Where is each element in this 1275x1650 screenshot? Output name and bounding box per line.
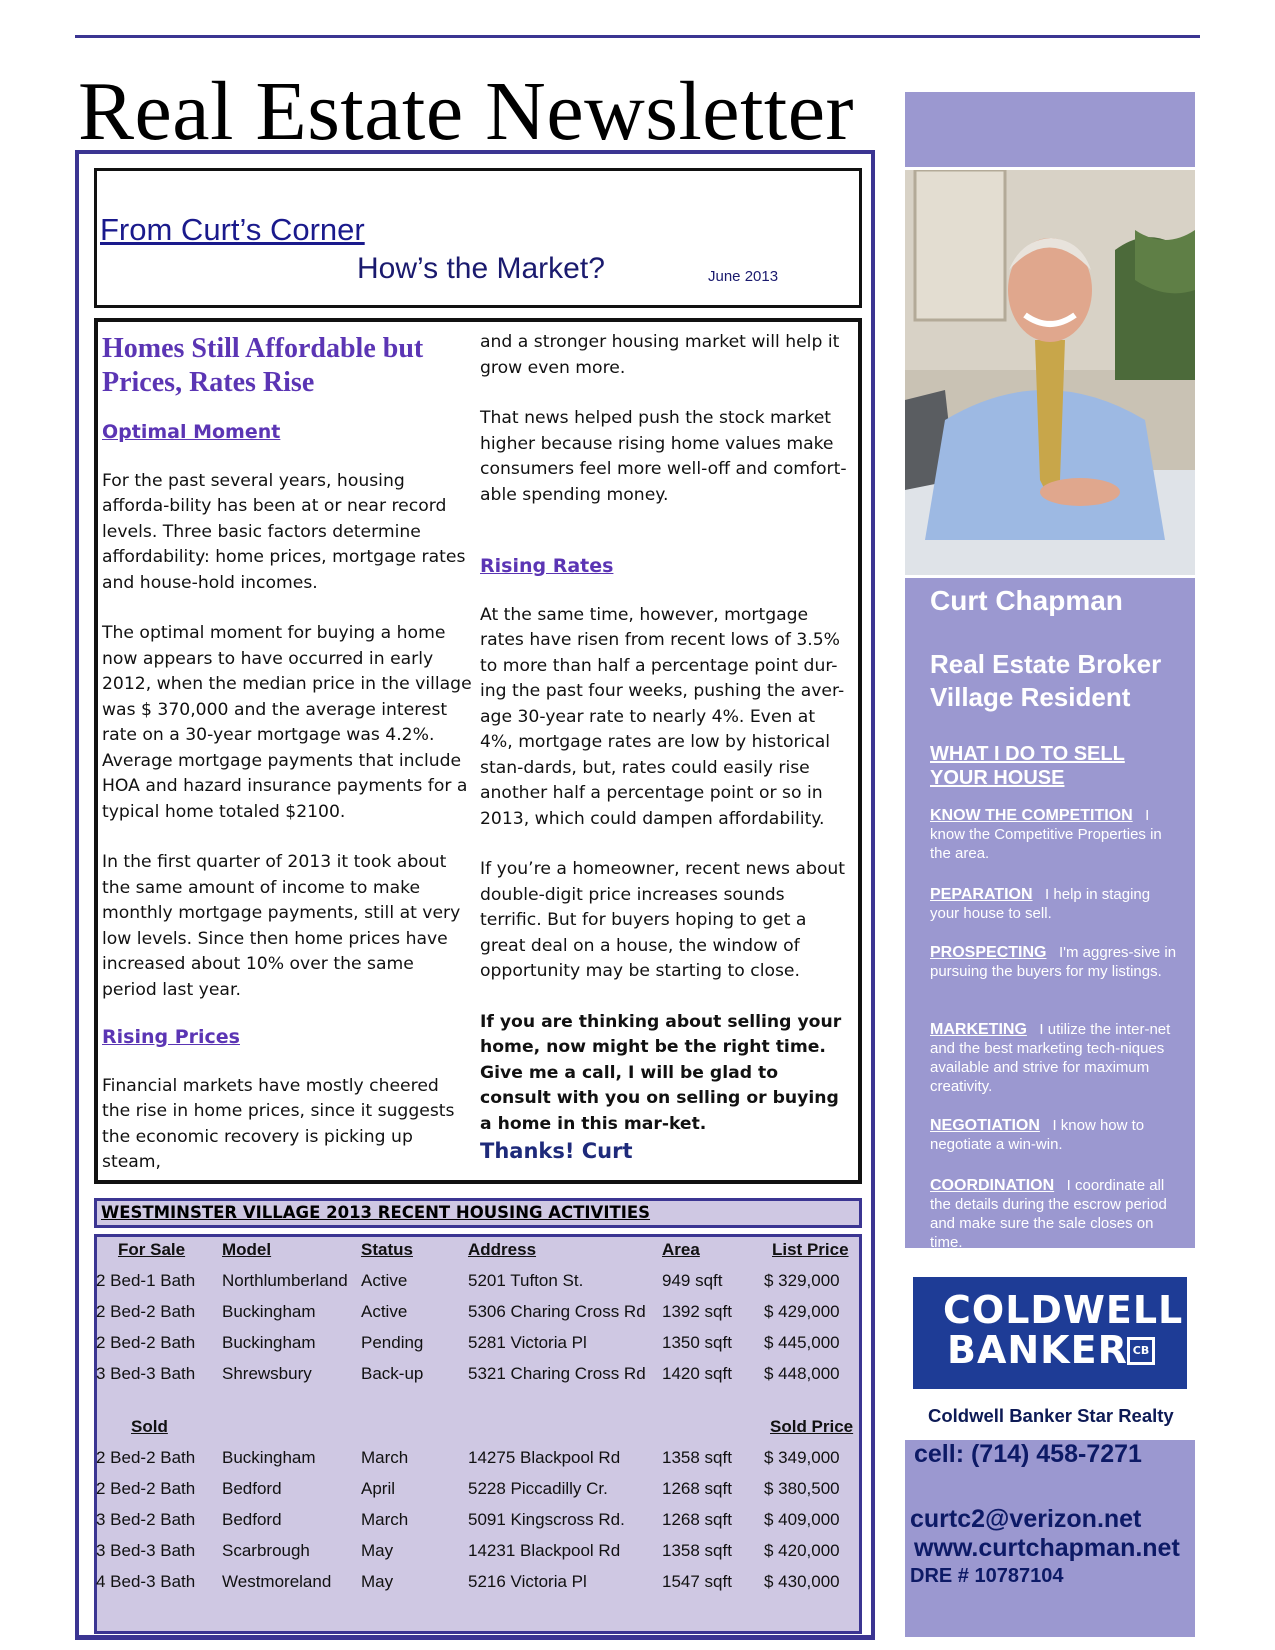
cell-area: 1547 sqft (662, 1572, 732, 1591)
service-text: I utilize the inter-net and the best marketing tech-niques available and strive for maximum creativity. (930, 1021, 1171, 1095)
cell-model: Buckingham (222, 1333, 316, 1352)
cell-status: Active (361, 1271, 408, 1290)
service-text: I know the Competitive Properties in the area. (930, 807, 1162, 862)
cell-price: $ 445,000 (764, 1333, 840, 1352)
service-label: PROSPECTING (930, 944, 1047, 961)
agent-photo (905, 170, 1195, 575)
service-label: COORDINATION (930, 1177, 1055, 1194)
subheading-optimal-moment: Optimal Moment (102, 421, 281, 443)
housing-table-title-bar (94, 1198, 862, 1228)
cell-status: May (361, 1572, 394, 1591)
cell-status: March (361, 1510, 409, 1529)
cell-status: Back-up (361, 1364, 424, 1383)
cell-bedrooms: 3 Bed-2 Bath (96, 1510, 196, 1529)
masthead-title: Real Estate Newsletter (78, 65, 855, 158)
cell-price: $ 409,000 (764, 1510, 840, 1529)
cell-bedrooms: 2 Bed-2 Bath (96, 1302, 196, 1321)
office-name: Coldwell Banker Star Realty (928, 1405, 1174, 1426)
column-header: List Price (772, 1240, 849, 1259)
market-title: How’s the Market? (357, 252, 605, 285)
paragraph: and a stronger housing market will help it grow even more. (480, 332, 840, 378)
column-header: Area (662, 1240, 700, 1259)
cell-model: Shrewsbury (222, 1364, 312, 1383)
paragraph: In the first quarter of 2013 it took about the same amount of income to make monthly mortgage payments, still at very low levels. Since then home prices have increased about 10% over the same period last year. (102, 852, 461, 1000)
cell-area: 1268 sqft (662, 1479, 732, 1498)
cell-status: March (361, 1448, 409, 1467)
cell-address: 5091 Kingscross Rd. (468, 1510, 625, 1529)
coldwell-banker-logo (913, 1277, 1187, 1389)
cell-model: Bedford (222, 1479, 282, 1498)
agent-title (930, 648, 1190, 714)
column-header: Status (361, 1240, 413, 1259)
cell-model: Bedford (222, 1510, 282, 1529)
email: curtc2@verizon.net (910, 1505, 1142, 1533)
cell-price: $ 448,000 (764, 1364, 840, 1383)
cell-status: Pending (361, 1333, 424, 1352)
cell-status: April (361, 1479, 396, 1498)
cell-model: Northlumberland (222, 1271, 348, 1290)
column-header: For Sale (118, 1240, 186, 1259)
signoff: Thanks! Curt (480, 1139, 633, 1163)
cell-area: 1392 sqft (662, 1302, 732, 1321)
issue-date: June 2013 (708, 268, 779, 285)
cell-address: 14231 Blackpool Rd (468, 1541, 621, 1560)
column-header: Address (468, 1240, 537, 1259)
paragraph: The optimal moment for buying a home now appears to have occurred in early 2012, when the median price in the village was $ 370,000 and the average interest rate on a 30-year mortgage was 4.2%. Average mortgage payments that include HOA and hazard insurance payments for a typical home totaled $2100. (102, 623, 472, 822)
cell-address: 5281 Victoria Pl (468, 1333, 587, 1352)
cell-address: 5228 Piccadilly Cr. (468, 1479, 608, 1498)
article-right-column (480, 330, 850, 1165)
service-text: I know how to negotiate a win-win. (930, 1117, 1145, 1153)
housing-table-title: WESTMINSTER VILLAGE 2013 RECENT HOUSING ACTIVITIES (101, 1203, 651, 1222)
service-label: PEPARATION (930, 886, 1033, 903)
corner-title: From Curt’s Corner (100, 212, 365, 247)
cell-bedrooms: 2 Bed-2 Bath (96, 1479, 196, 1498)
cell-model: Buckingham (222, 1302, 316, 1321)
cell-status: May (361, 1541, 394, 1560)
cell-model: Buckingham (222, 1448, 316, 1467)
sell-heading: WHAT I DO TO SELL YOUR HOUSE (930, 743, 1125, 789)
logo-wordmark-line: COLDWELL (943, 1288, 1184, 1332)
service-label: MARKETING (930, 1021, 1027, 1038)
sidebar-top-band (905, 92, 1195, 167)
column-header: Sold (131, 1417, 168, 1436)
paragraph: Financial markets have mostly cheered the rise in home prices, since it suggests the economic recovery is picking up steam, (102, 1075, 455, 1172)
column-header: Sold Price (770, 1417, 854, 1436)
cell-address: 5201 Tufton St. (468, 1271, 584, 1290)
service-label: NEGOTIATION (930, 1117, 1040, 1134)
agent-title-line: Village Resident (930, 682, 1131, 712)
service-item (930, 943, 1180, 981)
agent-title-line: Real Estate Broker (930, 649, 1162, 679)
paragraph: For the past several years, housing afforda-bility has been at or near record levels. Three basic factors determine affordability: home prices, mortgage rates and house-hold incomes. (102, 470, 466, 593)
service-item (930, 806, 1180, 863)
column-header: Model (222, 1240, 272, 1259)
cell-bedrooms: 2 Bed-1 Bath (96, 1271, 196, 1290)
service-text: I coordinate all the details during the escrow period and make sure the sale closes on time. (930, 1177, 1167, 1251)
cell-price: $ 380,500 (764, 1479, 840, 1498)
agent-name: Curt Chapman (930, 585, 1123, 616)
cell-status: Active (361, 1302, 408, 1321)
service-text: I help in staging your house to sell. (930, 886, 1151, 922)
cell-area: 1420 sqft (662, 1364, 732, 1383)
cell-bedrooms: 3 Bed-3 Bath (96, 1364, 196, 1383)
cell-area: 1358 sqft (662, 1448, 732, 1467)
dre-number: DRE # 10787104 (910, 1565, 1064, 1587)
cell-address: 5306 Charing Cross Rd (468, 1302, 646, 1321)
paragraph: At the same time, however, mortgage rates have risen from recent lows of 3.5% to more than half a percentage point dur-ing the past four weeks, pushing the aver-age 30-year rate to nearly 4%. Even at 4%, mortgage rates are low by historical stan-dards, but, rates could easily rise another half a percentage point or so in 2013, which could dampen affordability. (480, 604, 845, 829)
cell-area: 1358 sqft (662, 1541, 732, 1560)
website: www.curtchapman.net (914, 1534, 1180, 1562)
cell-model: Scarbrough (222, 1541, 310, 1560)
service-item (930, 1020, 1180, 1096)
service-item (930, 1176, 1180, 1252)
paragraph: That news helped push the stock market higher because rising home values make consumers feel more well-off and comfort-able spending money. (480, 408, 847, 505)
cell-bedrooms: 2 Bed-2 Bath (96, 1333, 196, 1352)
cell-price: $ 349,000 (764, 1448, 840, 1467)
service-item (930, 1116, 1180, 1154)
service-item (930, 885, 1180, 923)
logo-wordmark-line: BANKER (947, 1328, 1128, 1372)
cell-model: Westmoreland (222, 1572, 332, 1591)
cell-area: 1268 sqft (662, 1510, 732, 1529)
cell-price: $ 329,000 (764, 1271, 840, 1290)
subheading-rising-prices: Rising Prices (102, 1026, 240, 1048)
top-rule (75, 35, 1200, 38)
article-headline: Homes Still Affordable but Prices, Rates Rise (102, 333, 424, 398)
cell-price: $ 429,000 (764, 1302, 840, 1321)
service-label: KNOW THE COMPETITION (930, 807, 1133, 824)
logo-mark-icon: CB (1127, 1337, 1155, 1365)
cell-address: 5216 Victoria Pl (468, 1572, 587, 1591)
cell-bedrooms: 4 Bed-3 Bath (96, 1572, 196, 1591)
cell-address: 5321 Charing Cross Rd (468, 1364, 646, 1383)
paragraph: If you’re a homeowner, recent news about double-digit price increases sounds terrific. But for buyers hoping to get a great deal on a house, the window of opportunity may be starting to close. (480, 859, 846, 981)
service-text: I'm aggres-sive in pursuing the buyers for my listings. (930, 944, 1177, 980)
cell-area: 1350 sqft (662, 1333, 732, 1352)
cell-bedrooms: 2 Bed-2 Bath (96, 1448, 196, 1467)
subheading-rising-rates: Rising Rates (480, 555, 614, 577)
cell-bedrooms: 3 Bed-3 Bath (96, 1541, 196, 1560)
call-to-action: If you are thinking about selling your home, now might be the right time. Give me a call, I will be glad to consult with you on selling or buying a home in this mar-ket. (480, 1011, 842, 1134)
cell-address: 14275 Blackpool Rd (468, 1448, 621, 1467)
cell-area: 949 sqft (662, 1271, 723, 1290)
cell-price: $ 420,000 (764, 1541, 840, 1560)
cell-phone: cell: (714) 458-7271 (914, 1440, 1142, 1468)
article-left-column (102, 332, 472, 1176)
cell-price: $ 430,000 (764, 1572, 840, 1591)
